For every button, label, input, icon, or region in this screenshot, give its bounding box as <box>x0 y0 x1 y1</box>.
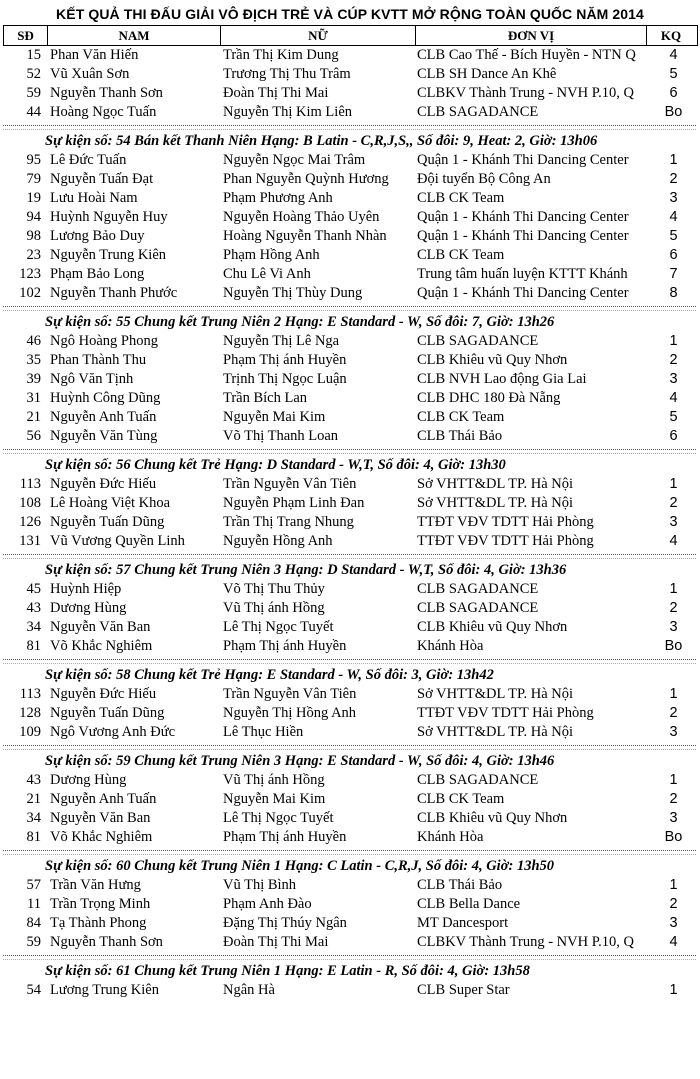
club-name: Khánh Hòa <box>417 829 484 845</box>
result-rank: 1 <box>669 476 678 492</box>
female-dancer: Nguyễn Thị Kim Liên <box>223 104 353 120</box>
female-dancer: Vũ Thị ánh Hồng <box>223 772 325 788</box>
couple-number: 57 <box>26 877 41 893</box>
result-rank: 2 <box>669 352 678 368</box>
male-dancer: Lê Hoàng Việt Khoa <box>50 495 171 511</box>
club-name: CLB DHC 180 Đà Nẵng <box>417 390 561 406</box>
club-name: Sở VHTT&DL TP. Hà Nội <box>417 724 574 740</box>
result-rank: 1 <box>669 581 678 597</box>
couple-number: 21 <box>26 409 41 425</box>
female-dancer: Vũ Thị ánh Hồng <box>223 600 325 616</box>
male-dancer: Huỳnh Hiệp <box>50 581 122 597</box>
club-name: TTĐT VĐV TDTT Hải Phòng <box>417 705 594 721</box>
section-divider <box>3 306 696 307</box>
club-name: CLB Khiêu vũ Quy Nhơn <box>417 352 568 368</box>
table-row <box>3 876 696 895</box>
couple-number: 108 <box>19 495 41 511</box>
couple-number: 21 <box>26 791 41 807</box>
section-divider <box>3 125 696 126</box>
result-rank: 1 <box>669 686 678 702</box>
result-rank: 6 <box>669 247 678 263</box>
result-rank: 4 <box>669 390 678 406</box>
table-row <box>3 790 696 809</box>
table-row <box>3 265 696 284</box>
result-rank: 2 <box>669 896 678 912</box>
section-divider <box>3 554 696 555</box>
female-dancer: Nguyễn Phạm Linh Đan <box>223 495 365 511</box>
table-row <box>3 389 696 408</box>
table-row <box>3 599 696 618</box>
couple-number: 59 <box>26 934 41 950</box>
result-rank: 8 <box>669 285 678 301</box>
table-row <box>3 227 696 246</box>
female-dancer: Phạm Thị ánh Huyền <box>223 638 347 654</box>
female-dancer: Phạm Thị ánh Huyền <box>223 829 347 845</box>
couple-number: 113 <box>19 476 41 492</box>
couple-number: 113 <box>19 686 41 702</box>
club-name: CLB CK Team <box>417 791 505 807</box>
couple-number: 84 <box>26 915 41 931</box>
club-name: CLB Thái Bảo <box>417 877 503 893</box>
club-name: CLB Super Star <box>417 982 510 998</box>
table-row <box>3 170 696 189</box>
male-dancer: Phạm Bảo Long <box>50 266 145 282</box>
column-header-kq: KQ <box>660 28 682 43</box>
result-rank: Bo <box>664 829 683 845</box>
column-header-nu: NỮ <box>221 26 416 45</box>
table-row <box>3 580 696 599</box>
female-dancer: Nguyễn Thị Hồng Anh <box>223 705 357 721</box>
result-rank: Bo <box>664 104 683 120</box>
couple-number: 126 <box>19 514 41 530</box>
male-dancer: Lưu Hoài Nam <box>50 190 138 206</box>
male-dancer: Ngô Hoàng Phong <box>50 333 158 349</box>
couple-number: 34 <box>26 810 41 826</box>
female-dancer: Trịnh Thị Ngọc Luận <box>223 371 347 387</box>
table-row <box>3 370 696 389</box>
male-dancer: Nguyễn Thanh Sơn <box>50 934 163 950</box>
club-name: CLB CK Team <box>417 247 505 263</box>
result-rank: 4 <box>669 533 678 549</box>
event-title: Sự kiện số: 59 Chung kết Trung Niên 3 Hạng: E Standard - W, Số đôi: 4, Giờ: 13h46 <box>45 753 555 769</box>
column-header-sd: SĐ <box>4 26 48 45</box>
table-row <box>3 685 696 704</box>
couple-number: 35 <box>26 352 41 368</box>
female-dancer: Phạm Hồng Anh <box>223 247 320 263</box>
result-rank: 5 <box>669 228 678 244</box>
couple-number: 94 <box>26 209 41 225</box>
result-rank: 1 <box>669 772 678 788</box>
section-divider <box>3 854 696 855</box>
female-dancer: Trương Thị Thu Trâm <box>223 66 351 82</box>
couple-number: 39 <box>26 371 41 387</box>
section-divider <box>3 959 696 960</box>
event-title: Sự kiện số: 61 Chung kết Trung Niên 1 Hạng: E Latin - R, Số đôi: 4, Giờ: 13h58 <box>45 963 530 979</box>
club-name: Quận 1 - Khánh Thi Dancing Center <box>417 209 629 225</box>
male-dancer: Vũ Xuân Sơn <box>50 66 130 82</box>
result-rank: 1 <box>669 877 678 893</box>
female-dancer: Nguyễn Hồng Anh <box>223 533 333 549</box>
couple-number: 56 <box>26 428 41 444</box>
event-title: Sự kiện số: 57 Chung kết Trung Niên 3 Hạng: D Standard - W,T, Số đôi: 4, Giờ: 13h36 <box>45 562 567 578</box>
event-title: Sự kiện số: 60 Chung kết Trung Niên 1 Hạng: C Latin - C,R,J, Số đôi: 4, Giờ: 13h50 <box>45 858 555 874</box>
couple-number: 98 <box>26 228 41 244</box>
event-title: Sự kiện số: 55 Chung kết Trung Niên 2 Hạng: E Standard - W, Số đôi: 7, Giờ: 13h26 <box>45 314 555 330</box>
table-row <box>3 427 696 446</box>
section-divider <box>3 749 696 750</box>
couple-number: 109 <box>19 724 41 740</box>
section-divider <box>3 850 696 851</box>
result-rank: 1 <box>669 333 678 349</box>
couple-number: 19 <box>26 190 41 206</box>
male-dancer: Phan Văn Hiến <box>50 47 139 63</box>
male-dancer: Nguyễn Đức Hiếu <box>50 476 157 492</box>
female-dancer: Đoàn Thị Thi Mai <box>223 934 329 950</box>
club-name: TTĐT VĐV TDTT Hải Phòng <box>417 514 594 530</box>
result-rank: 5 <box>669 409 678 425</box>
female-dancer: Chu Lê Vi Anh <box>223 266 311 282</box>
couple-number: 23 <box>26 247 41 263</box>
female-dancer: Đoàn Thị Thi Mai <box>223 85 329 101</box>
result-rank: 2 <box>669 495 678 511</box>
section-divider <box>3 129 696 130</box>
table-row <box>3 408 696 427</box>
male-dancer: Tạ Thành Phong <box>50 915 147 931</box>
club-name: CLBKV Thành Trung - NVH P.10, Q <box>417 85 634 101</box>
male-dancer: Nguyễn Đức Hiếu <box>50 686 157 702</box>
male-dancer: Lương Bảo Duy <box>50 228 145 244</box>
female-dancer: Phạm Anh Đào <box>223 896 312 912</box>
result-rank: 4 <box>669 209 678 225</box>
couple-number: 43 <box>26 772 41 788</box>
couple-number: 81 <box>26 829 41 845</box>
result-rank: 1 <box>669 982 678 998</box>
female-dancer: Lê Thị Ngọc Tuyết <box>223 810 334 826</box>
female-dancer: Trần Thị Trang Nhung <box>223 514 354 530</box>
result-rank: 4 <box>669 934 678 950</box>
result-rank: 6 <box>669 85 678 101</box>
table-row <box>3 809 696 828</box>
section-divider <box>3 745 696 746</box>
couple-number: 44 <box>26 104 41 120</box>
result-rank: 5 <box>669 66 678 82</box>
club-name: CLBKV Thành Trung - NVH P.10, Q <box>417 934 634 950</box>
male-dancer: Nguyễn Tuấn Dũng <box>50 705 165 721</box>
section-divider <box>3 659 696 660</box>
table-row <box>3 246 696 265</box>
table-row <box>3 284 696 303</box>
result-rank: 3 <box>669 619 678 635</box>
male-dancer: Nguyễn Thanh Phước <box>50 285 178 301</box>
result-rank: 2 <box>669 600 678 616</box>
result-rank: 2 <box>669 171 678 187</box>
result-rank: 3 <box>669 190 678 206</box>
male-dancer: Phan Thành Thu <box>50 352 147 368</box>
result-rank: Bo <box>664 638 683 654</box>
table-header <box>3 25 698 46</box>
table-row <box>3 618 696 637</box>
table-row <box>3 637 696 656</box>
male-dancer: Dương Hùng <box>50 772 127 788</box>
table-row <box>3 494 696 513</box>
couple-number: 31 <box>26 390 41 406</box>
male-dancer: Nguyễn Anh Tuấn <box>50 409 157 425</box>
club-name: Trung tâm huấn luyện KTTT Khánh <box>417 266 628 282</box>
male-dancer: Nguyễn Trung Kiên <box>50 247 167 263</box>
female-dancer: Ngân Hà <box>223 982 275 998</box>
result-rank: 3 <box>669 915 678 931</box>
table-row <box>3 981 696 1000</box>
table-row <box>3 351 696 370</box>
female-dancer: Nguyễn Mai Kim <box>223 409 326 425</box>
male-dancer: Huỳnh Nguyễn Huy <box>50 209 168 225</box>
couple-number: 43 <box>26 600 41 616</box>
table-row <box>3 46 696 65</box>
table-row <box>3 723 696 742</box>
club-name: Quận 1 - Khánh Thi Dancing Center <box>417 228 629 244</box>
column-header-nam: NAM <box>48 26 221 45</box>
event-title: Sự kiện số: 54 Bán kết Thanh Niên Hạng: B Latin - C,R,J,S,, Số đôi: 9, Heat: 2, Giờ: 13h06 <box>45 133 598 149</box>
table-row <box>3 475 696 494</box>
couple-number: 15 <box>26 47 41 63</box>
club-name: Quận 1 - Khánh Thi Dancing Center <box>417 285 629 301</box>
female-dancer: Trần Nguyễn Vân Tiên <box>223 686 357 702</box>
result-rank: 1 <box>669 152 678 168</box>
club-name: Khánh Hòa <box>417 638 484 654</box>
club-name: CLB SAGADANCE <box>417 600 539 616</box>
section-divider <box>3 449 696 450</box>
male-dancer: Võ Khắc Nghiêm <box>50 829 153 845</box>
female-dancer: Trần Bích Lan <box>223 390 308 406</box>
club-name: Đội tuyển Bộ Công An <box>417 171 551 187</box>
section-divider <box>3 453 696 454</box>
female-dancer: Phan Nguyễn Quỳnh Hương <box>223 171 389 187</box>
male-dancer: Lương Trung Kiên <box>50 982 159 998</box>
female-dancer: Võ Thị Thu Thủy <box>223 581 325 597</box>
male-dancer: Trần Trọng Minh <box>50 896 151 912</box>
female-dancer: Trần Thị Kim Dung <box>223 47 339 63</box>
table-row <box>3 103 696 122</box>
couple-number: 52 <box>26 66 41 82</box>
event-title: Sự kiện số: 58 Chung kết Trẻ Hạng: E Standard - W, Số đôi: 3, Giờ: 13h42 <box>45 667 494 683</box>
table-row <box>3 65 696 84</box>
club-name: CLB NVH Lao động Gia Lai <box>417 371 587 387</box>
couple-number: 128 <box>19 705 41 721</box>
female-dancer: Hoàng Nguyễn Thanh Nhàn <box>223 228 387 244</box>
section-divider <box>3 310 696 311</box>
male-dancer: Nguyễn Văn Ban <box>50 619 151 635</box>
female-dancer: Nguyễn Hoàng Thảo Uyên <box>223 209 380 225</box>
female-dancer: Nguyễn Thị Lê Nga <box>223 333 340 349</box>
section-divider <box>3 955 696 956</box>
club-name: Quận 1 - Khánh Thi Dancing Center <box>417 152 629 168</box>
club-name: CLB Thái Bảo <box>417 428 503 444</box>
result-rank: 2 <box>669 705 678 721</box>
club-name: Sở VHTT&DL TP. Hà Nội <box>417 495 574 511</box>
male-dancer: Nguyễn Tuấn Dũng <box>50 514 165 530</box>
couple-number: 46 <box>26 333 41 349</box>
club-name: CLB CK Team <box>417 190 505 206</box>
table-row <box>3 771 696 790</box>
club-name: CLB SAGADANCE <box>417 104 539 120</box>
club-name: CLB SAGADANCE <box>417 772 539 788</box>
female-dancer: Vũ Thị Bình <box>223 877 297 893</box>
club-name: CLB SAGADANCE <box>417 333 539 349</box>
result-rank: 2 <box>669 791 678 807</box>
male-dancer: Nguyễn Thanh Sơn <box>50 85 163 101</box>
female-dancer: Nguyễn Thị Thùy Dung <box>223 285 363 301</box>
club-name: Sở VHTT&DL TP. Hà Nội <box>417 686 574 702</box>
female-dancer: Lê Thục Hiền <box>223 724 304 740</box>
male-dancer: Nguyễn Văn Tùng <box>50 428 158 444</box>
table-row <box>3 151 696 170</box>
couple-number: 79 <box>26 171 41 187</box>
male-dancer: Trần Văn Hưng <box>50 877 141 893</box>
club-name: CLB Khiêu vũ Quy Nhơn <box>417 810 568 826</box>
club-name: CLB SH Dance An Khê <box>417 66 557 82</box>
club-name: CLB CK Team <box>417 409 505 425</box>
female-dancer: Nguyễn Mai Kim <box>223 791 326 807</box>
couple-number: 34 <box>26 619 41 635</box>
male-dancer: Ngô Văn Tịnh <box>50 371 134 387</box>
section-divider <box>3 663 696 664</box>
male-dancer: Hoàng Ngọc Tuấn <box>50 104 157 120</box>
couple-number: 123 <box>19 266 41 282</box>
male-dancer: Nguyễn Anh Tuấn <box>50 791 157 807</box>
couple-number: 95 <box>26 152 41 168</box>
couple-number: 45 <box>26 581 41 597</box>
female-dancer: Lê Thị Ngọc Tuyết <box>223 619 334 635</box>
table-row <box>3 914 696 933</box>
couple-number: 81 <box>26 638 41 654</box>
table-row <box>3 332 696 351</box>
table-row <box>3 84 696 103</box>
club-name: MT Dancesport <box>417 915 509 931</box>
table-row <box>3 532 696 551</box>
female-dancer: Trần Nguyễn Vân Tiên <box>223 476 357 492</box>
couple-number: 131 <box>19 533 41 549</box>
club-name: Sở VHTT&DL TP. Hà Nội <box>417 476 574 492</box>
female-dancer: Võ Thị Thanh Loan <box>223 428 339 444</box>
result-rank: 6 <box>669 428 678 444</box>
female-dancer: Nguyễn Ngọc Mai Trâm <box>223 152 366 168</box>
female-dancer: Phạm Phương Anh <box>223 190 333 206</box>
table-row <box>3 208 696 227</box>
event-title: Sự kiện số: 56 Chung kết Trẻ Hạng: D Standard - W,T, Số đôi: 4, Giờ: 13h30 <box>45 457 506 473</box>
male-dancer: Vũ Vương Quyền Linh <box>50 533 185 549</box>
result-rank: 3 <box>669 810 678 826</box>
result-rank: 4 <box>669 47 678 63</box>
couple-number: 102 <box>19 285 41 301</box>
male-dancer: Dương Hùng <box>50 600 127 616</box>
male-dancer: Huỳnh Công Dũng <box>50 390 161 406</box>
club-name: TTĐT VĐV TDTT Hải Phòng <box>417 533 594 549</box>
couple-number: 11 <box>27 896 41 912</box>
result-rank: 3 <box>669 724 678 740</box>
male-dancer: Lê Đức Tuấn <box>50 152 127 168</box>
table-row <box>3 933 696 952</box>
table-row <box>3 704 696 723</box>
male-dancer: Ngô Vương Anh Đức <box>50 724 176 740</box>
female-dancer: Đặng Thị Thúy Ngân <box>223 915 347 931</box>
column-header-donvi: ĐƠN VỊ <box>416 26 647 45</box>
female-dancer: Phạm Thị ánh Huyền <box>223 352 347 368</box>
couple-number: 54 <box>26 982 41 998</box>
club-name: CLB SAGADANCE <box>417 581 539 597</box>
section-divider <box>3 558 696 559</box>
club-name: CLB Cao Thế - Bích Huyền - NTN Q <box>417 47 636 63</box>
club-name: CLB Khiêu vũ Quy Nhơn <box>417 619 568 635</box>
male-dancer: Nguyễn Văn Ban <box>50 810 151 826</box>
table-row <box>3 895 696 914</box>
male-dancer: Nguyễn Tuấn Đạt <box>50 171 154 187</box>
page-title: KẾT QUẢ THI ĐẤU GIẢI VÔ ĐỊCH TRẺ VÀ CÚP KVTT MỞ RỘNG TOÀN QUỐC NĂM 2014 <box>56 6 644 22</box>
table-row <box>3 189 696 208</box>
result-rank: 7 <box>669 266 678 282</box>
result-rank: 3 <box>669 514 678 530</box>
table-row <box>3 828 696 847</box>
table-row <box>3 513 696 532</box>
couple-number: 59 <box>26 85 41 101</box>
male-dancer: Võ Khắc Nghiêm <box>50 638 153 654</box>
result-rank: 3 <box>669 371 678 387</box>
club-name: CLB Bella Dance <box>417 896 521 912</box>
